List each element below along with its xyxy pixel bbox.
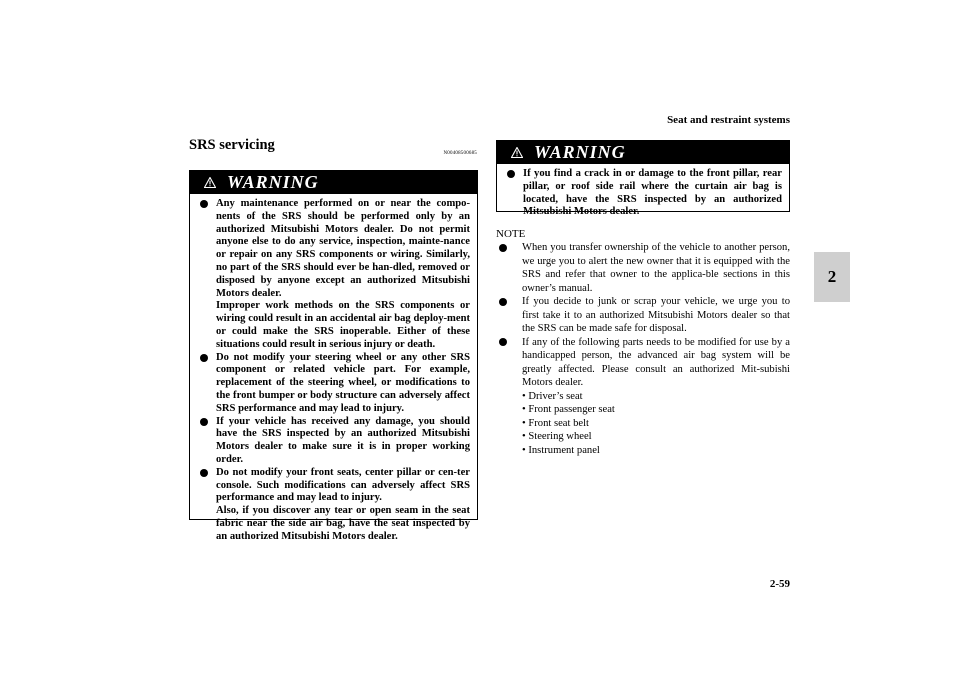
note-item-text: If you decide to junk or scrap your vehicle, we urge you to first take it to an authorized Mitsubishi Motors dealer so that the SRS can be made safe for disposal.: [522, 296, 790, 334]
warning-list: [197, 198, 470, 544]
warning-item-text: Any maintenance performed on or near the compo-nents of the SRS should be performed only by an authorized Mitsubishi Motors dealer. Do not permit anyone else to do any service, inspection, mainte-nance or repair on any SRS components or wiring. Similarly, no part of the SRS should ever be han-dled, removed or disposed by anyone except an authorized Mitsubishi Motors dealer.: [216, 198, 470, 299]
warning-label: WARNING: [534, 142, 626, 162]
warning-item: [197, 467, 470, 544]
bullet-icon: [507, 170, 515, 178]
warning-header: [190, 171, 477, 194]
warning-triangle-icon: [204, 177, 216, 188]
note-label: NOTE: [496, 228, 526, 240]
warning-item-text: If your vehicle has received any damage, you should have the SRS inspected by an authorized Mitsubishi Motors dealer to make sure it is in proper working order.: [216, 415, 470, 465]
list-item: • Front passenger seat: [522, 404, 615, 415]
bullet-icon: [499, 244, 507, 252]
list-item: • Steering wheel: [522, 431, 592, 442]
bullet-icon: [200, 200, 208, 208]
page-number: 2-59: [769, 578, 790, 590]
warning-header: [497, 141, 789, 164]
warning-item: [197, 352, 470, 416]
note-item: [496, 241, 790, 295]
warning-item: [197, 416, 470, 467]
bullet-icon: [200, 354, 208, 362]
warning-box-left: [189, 170, 478, 542]
note-item-text: When you transfer ownership of the vehicle to another person, we urge you to alert the new owner that it is equipped with the SRS and refer that owner to the applica-ble sections in this owner’s manual.: [522, 242, 790, 294]
warning-box-right: [496, 140, 790, 218]
warning-item-text: Do not modify your front seats, center pillar or cen-ter console. Such modifications can adversely affect SRS performance and may lead to injury.: [216, 466, 470, 504]
note-item: [496, 295, 790, 336]
list-item: • Front seat belt: [522, 417, 589, 429]
bullet-icon: [200, 418, 208, 426]
warning-item-text: Do not modify your steering wheel or any other SRS component or related vehicle part. For example, replacement of the steering wheel, or modifications to the front bumper or body structure can adversely affect SRS performance and may lead to injury.: [216, 351, 470, 414]
note-list: [496, 241, 790, 457]
warning-item-text: Also, if you discover any tear or open seam in the seat fabric near the side air bag, have the seat inspected by an authorized Mitsubishi Motors dealer.: [216, 505, 470, 542]
warning-triangle-icon: [511, 147, 523, 158]
reference-code: N00408500685: [443, 151, 477, 156]
section-heading: SRS servicing: [189, 137, 275, 153]
list-item: • Instrument panel: [522, 444, 600, 456]
bullet-icon: [499, 298, 507, 306]
bullet-icon: [200, 469, 208, 477]
running-header: Seat and restraint systems: [667, 114, 790, 126]
warning-item-text: If you find a crack in or damage to the front pillar, rear pillar, or roof side rail where the curtain air bag is located, have the SRS inspected by an authorized Mitsubishi Motors dealer.: [523, 168, 782, 218]
warning-item: [504, 168, 782, 219]
warning-item-text: Improper work methods on the SRS components or wiring could result in an accidental air bag deploy-ment or could make the SRS inoperable. Either of these situations could result in serious injury or death.: [216, 300, 470, 350]
warning-list: [504, 168, 782, 219]
chapter-tab: 2: [814, 252, 850, 302]
warning-label: WARNING: [227, 172, 319, 192]
modified-parts-list: [522, 390, 790, 458]
bullet-icon: [499, 338, 507, 346]
list-item: • Driver’s seat: [522, 390, 583, 402]
warning-item: [197, 198, 470, 352]
note-item-text: If any of the following parts needs to be modified for use by a handicapped person, the advanced air bag system will be greatly affected. Please consult an authorized Mit-subishi Motors dealer.: [522, 336, 790, 388]
note-item: [496, 336, 790, 458]
